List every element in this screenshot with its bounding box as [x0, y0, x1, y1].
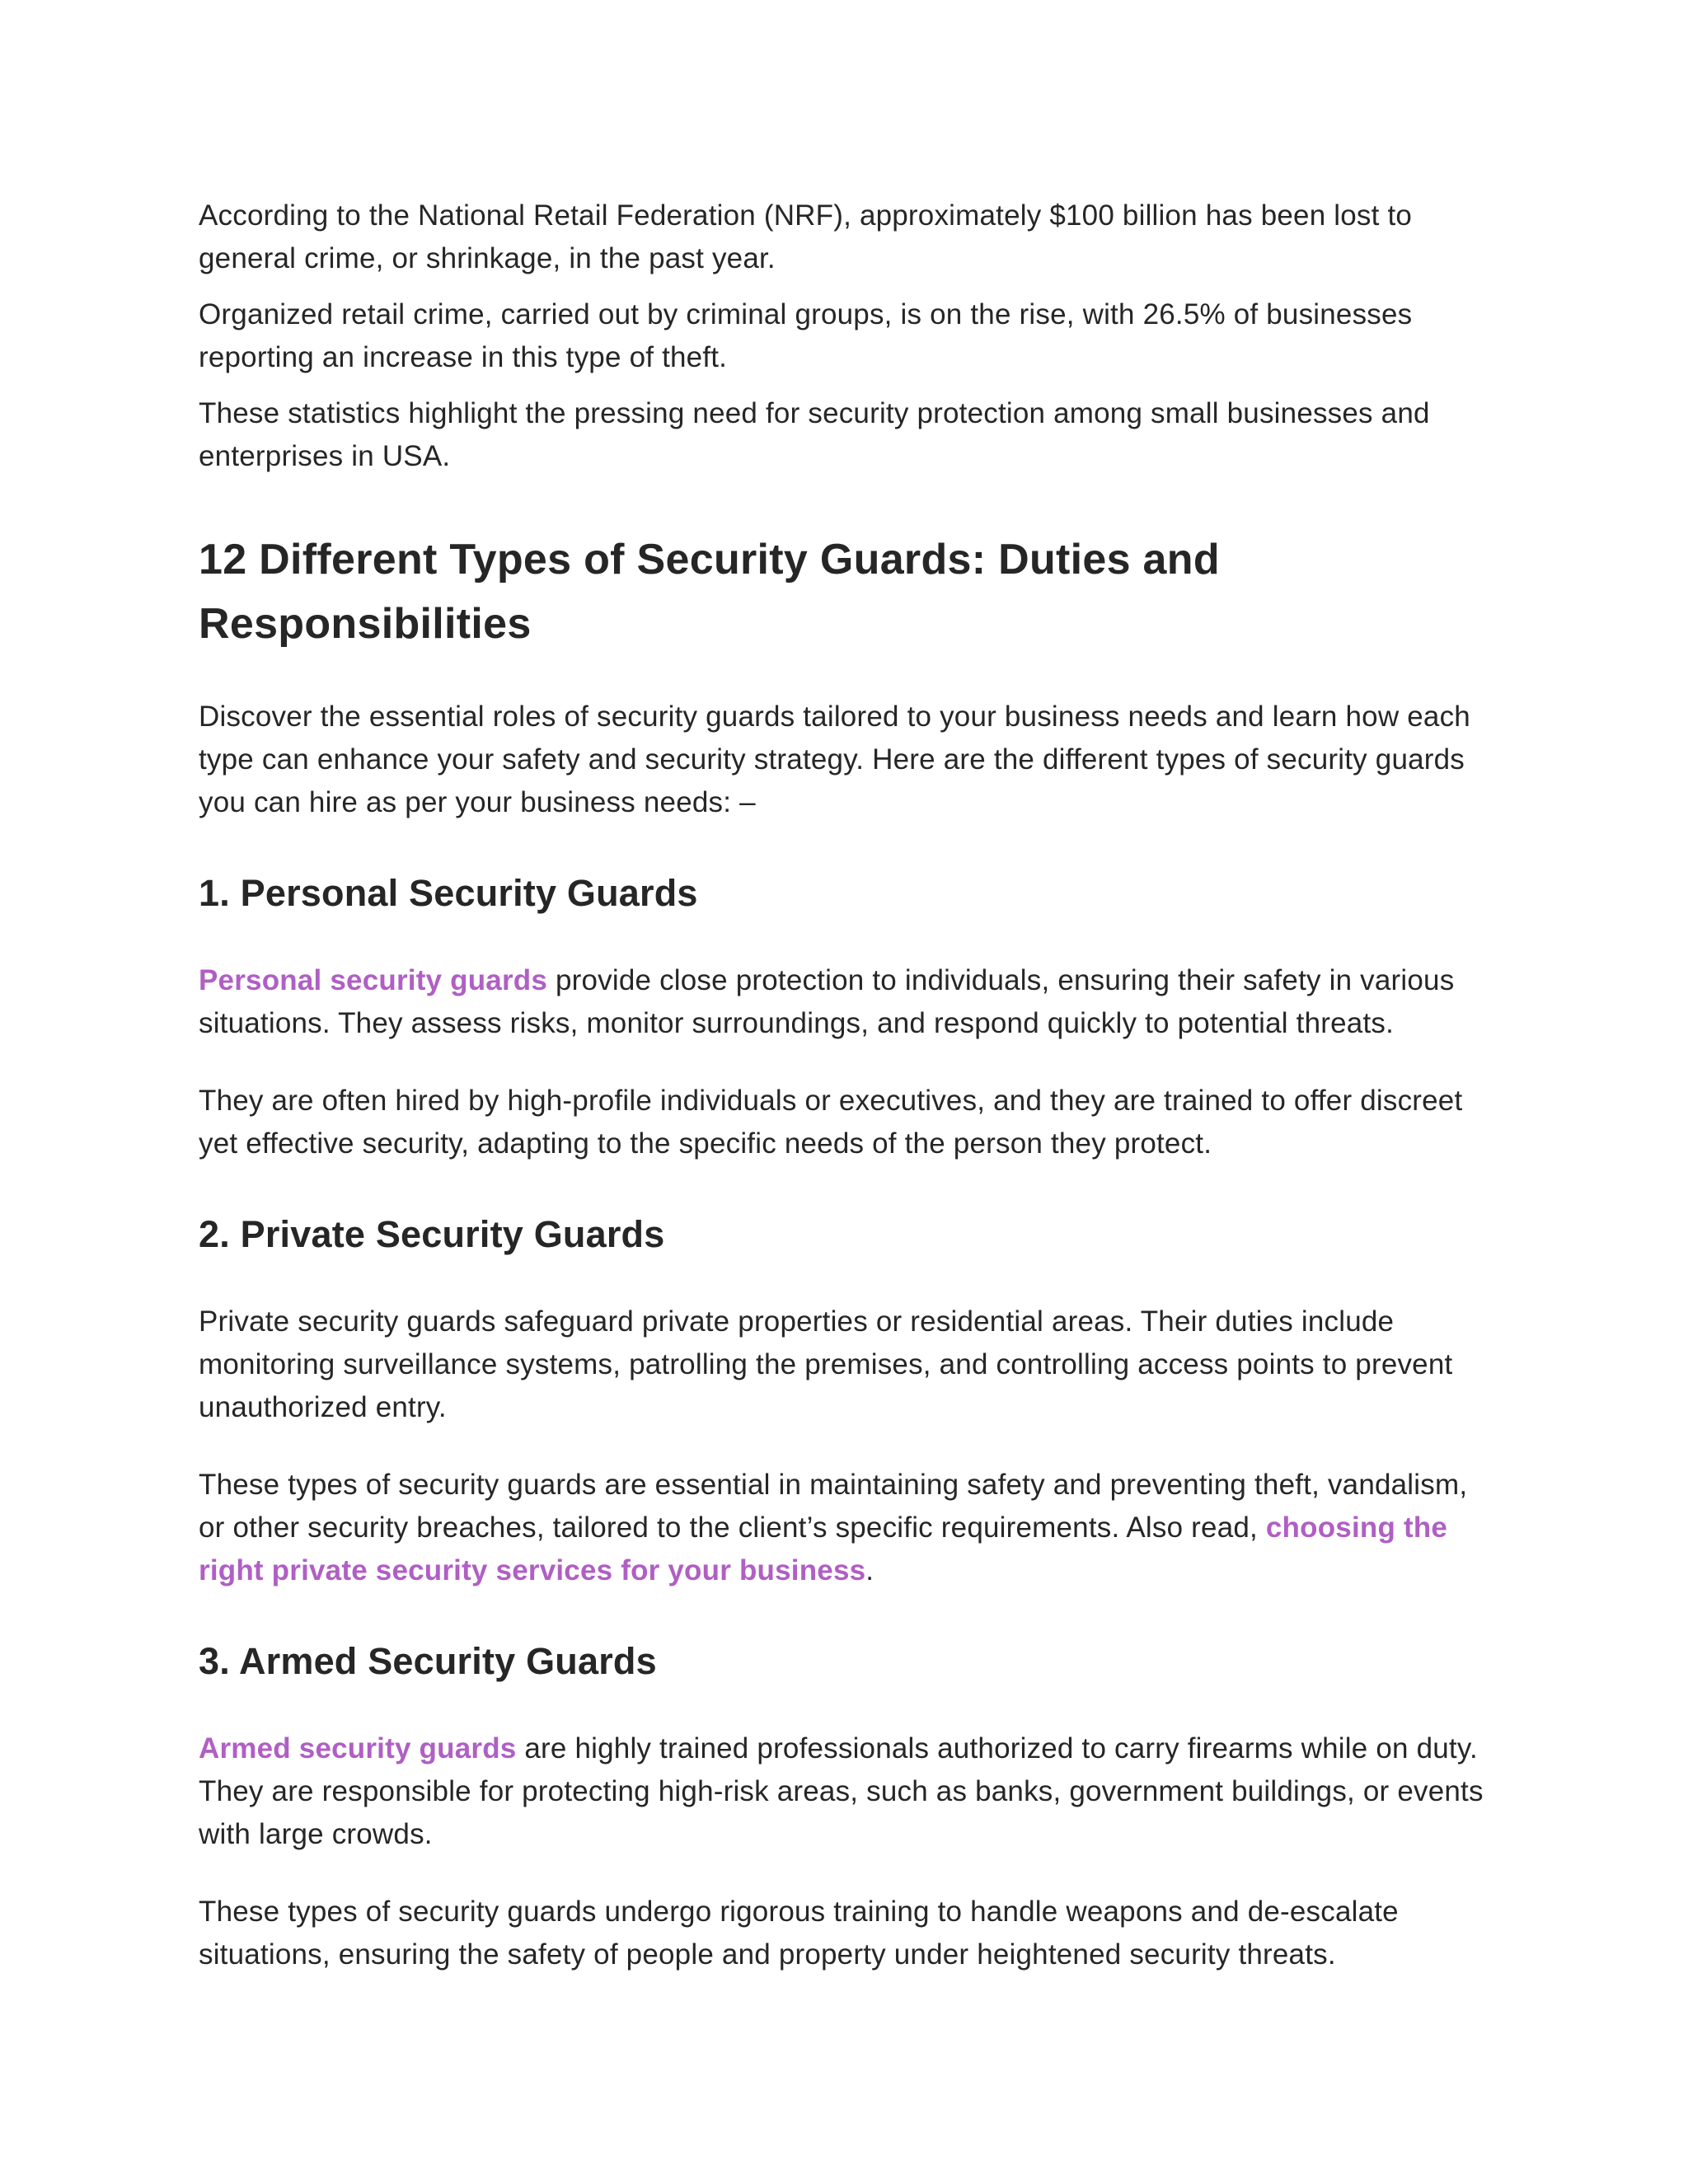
personal-paragraph-1 — [199, 959, 1501, 1045]
armed-paragraph-2: These types of security guards undergo rigorous training to handle weapons and de-escalate situations, ensuring the safety of people and property under heightened security threats. — [199, 1896, 1399, 1971]
armed-security-guards-link[interactable]: Armed security guards — [199, 1732, 517, 1765]
armed-paragraph-1 — [199, 1727, 1501, 1856]
intro-paragraph-nrf: According to the National Retail Federation (NRF), approximately $100 billion has been lost to general crime, or shrinkage, in the past year. — [199, 199, 1413, 274]
article-body — [199, 194, 1501, 1976]
section-heading-private: 2. Private Security Guards — [199, 1213, 665, 1255]
private-security-services-link[interactable]: choosing the right private security services for your business — [199, 1511, 1448, 1586]
intro-section — [199, 194, 1501, 478]
armed-paragraph-1-text: are highly trained professionals authorized to carry firearms while on duty. They are responsible for protecting high-risk areas, such as banks, government buildings, or events with large crowds. — [199, 1732, 1484, 1850]
personal-security-guards-link[interactable]: Personal security guards — [199, 964, 548, 996]
personal-paragraph-2: They are often hired by high-profile individuals or executives, and they are trained to offer discreet yet effective security, adapting to the specific needs of the person they protect. — [199, 1085, 1463, 1160]
intro-paragraph-organized-crime: Organized retail crime, carried out by criminal groups, is on the rise, with 26.5% of businesses reporting an increase in this type of theft. — [199, 298, 1413, 373]
section-heading-armed: 3. Armed Security Guards — [199, 1640, 657, 1682]
main-heading: 12 Different Types of Security Guards: Duties and Responsibilities — [199, 536, 1220, 648]
personal-paragraph-1-text: provide close protection to individuals, ensuring their safety in various situations. They assess risks, monitor surroundings, and respond quickly to potential threats. — [199, 964, 1455, 1039]
private-paragraph-2-end: . — [865, 1554, 874, 1586]
private-paragraph-1: Private security guards safeguard private properties or residential areas. Their duties include monitoring surveillance systems, patrolling the premises, and controlling access points to prevent unauthorized entry. — [199, 1305, 1453, 1423]
private-paragraph-2 — [199, 1464, 1501, 1592]
section-heading-personal: 1. Personal Security Guards — [199, 872, 698, 914]
intro-paragraph-statistics: These statistics highlight the pressing need for security protection among small businesses and enterprises in USA. — [199, 397, 1430, 472]
lead-paragraph: Discover the essential roles of security guards tailored to your business needs and learn how each type can enhance your safety and security strategy. Here are the different types of security guards you can hire as per your business needs: – — [199, 701, 1470, 818]
private-paragraph-2-text: These types of security guards are essential in maintaining safety and preventing theft, vandalism, or other security breaches, tailored to the client’s specific requirements. Also read, — [199, 1469, 1468, 1544]
